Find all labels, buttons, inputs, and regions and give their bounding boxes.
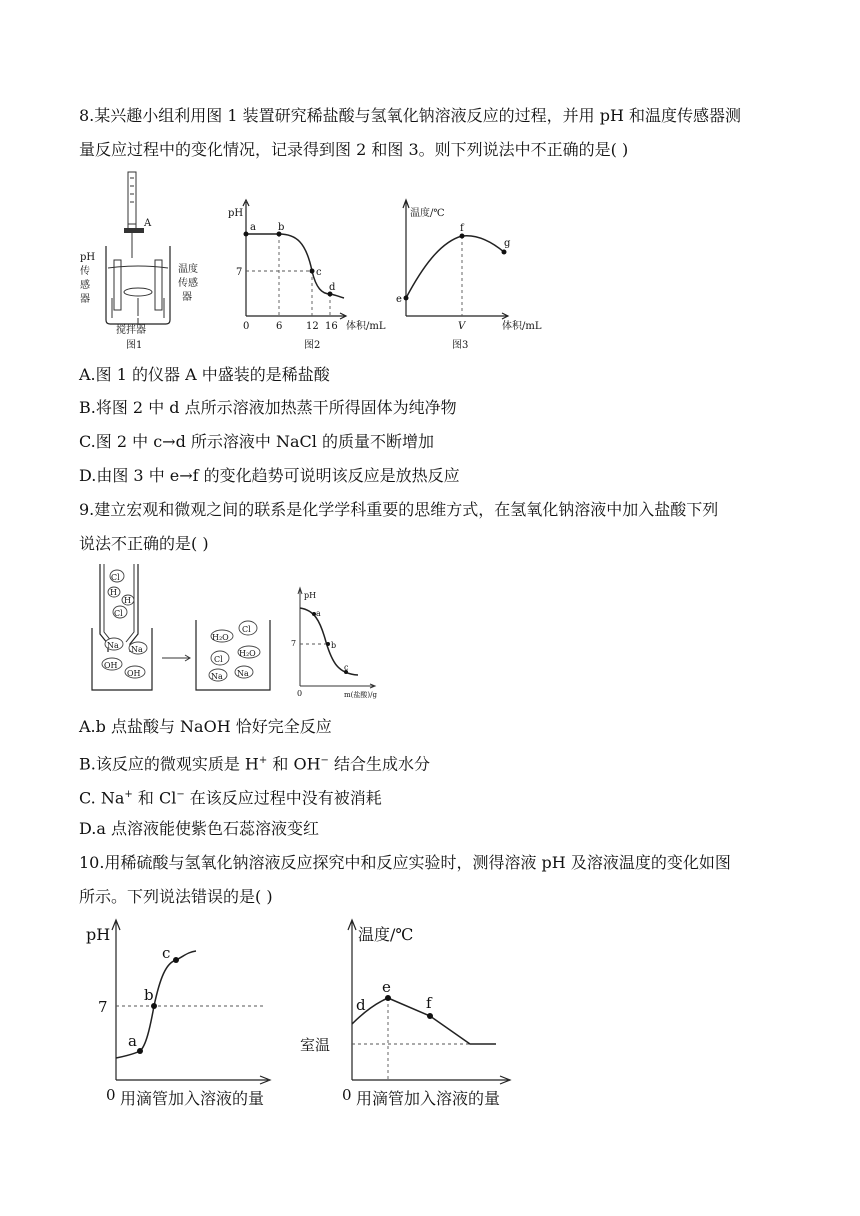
superscript-minus: − xyxy=(320,755,329,766)
q8-fig1-apparatus xyxy=(78,168,218,351)
burette xyxy=(128,172,136,224)
point-c xyxy=(310,269,315,274)
temp-sensor-label-3: 器 xyxy=(182,292,192,303)
label-e: e xyxy=(396,294,402,305)
x-tick-0: 0 xyxy=(243,321,250,332)
q10-ph-graph xyxy=(84,918,294,1114)
q9-option-c-text-3: 在该反应过程中没有被消耗 xyxy=(184,788,382,808)
q9-option-b-text-2: 和 OH xyxy=(267,754,321,774)
ph-sensor-label-1: pH xyxy=(80,252,96,263)
label-f: f xyxy=(426,994,432,1012)
ion-na: Na xyxy=(211,672,223,681)
ion-oh: OH xyxy=(104,661,118,670)
beaker-2-ions xyxy=(209,621,260,681)
beaker-1 xyxy=(92,628,152,690)
q9-ph-graph xyxy=(288,584,388,700)
label-b: b xyxy=(144,986,154,1004)
fig2-caption: 图2 xyxy=(304,340,321,351)
q8-option-d: D.由图 3 中 e→f 的变化趋势可说明该反应是放热反应 xyxy=(79,466,460,485)
fig3-caption: 图3 xyxy=(452,340,469,351)
ion-cl: Cl xyxy=(214,655,223,664)
fig1-caption: 图1 xyxy=(126,340,143,351)
q8-fig2-ph-graph xyxy=(228,196,398,352)
ion-h2o: H₂O xyxy=(212,633,229,642)
point-f xyxy=(460,234,465,239)
y-label: 温度/℃ xyxy=(410,208,445,219)
x-tick-6: 6 xyxy=(276,321,283,332)
point-e xyxy=(404,296,409,301)
q9-stem-line1: 9.建立宏观和微观之间的联系是化学学科重要的思维方式，在氢氧化钠溶液中加入盐酸下列 xyxy=(79,500,719,519)
q9-option-d: D.a 点溶液能使紫色石蕊溶液变红 xyxy=(79,819,319,838)
ion-h: H xyxy=(110,588,117,597)
temp-sensor-label-2: 传感 xyxy=(178,278,198,289)
label-c: c xyxy=(316,267,322,278)
origin: 0 xyxy=(342,1086,352,1104)
label-c: c xyxy=(162,944,171,962)
label-c: c xyxy=(344,663,349,672)
stirrer-label: 搅拌器 xyxy=(116,325,146,336)
q9-option-c xyxy=(79,784,382,809)
q10-temp-graph xyxy=(296,918,532,1114)
temp-curve xyxy=(406,236,504,298)
q8-option-a: A.图 1 的仪器 A 中盛装的是稀盐酸 xyxy=(79,365,330,384)
point-g xyxy=(502,250,507,255)
ion-na: Na xyxy=(107,641,119,650)
ion-cl: Cl xyxy=(242,625,251,634)
ph-sensor-label-4: 器 xyxy=(80,294,90,305)
origin: 0 xyxy=(106,1086,116,1104)
q8-stem-line2: 量反应过程中的变化情况，记录得到图 2 和图 3。则下列说法中不正确的是( ) xyxy=(79,140,629,159)
point-f xyxy=(427,1013,433,1019)
ion-oh: OH xyxy=(127,669,141,678)
q9-micro-diagram xyxy=(88,562,288,698)
point-a xyxy=(137,1048,143,1054)
label-d: d xyxy=(329,282,336,293)
label-a: a xyxy=(250,222,256,233)
q9-option-b xyxy=(79,750,430,775)
q10-stem-line1: 10.用稀硫酸与氢氧化钠溶液反应探究中和反应实验时，测得溶液 pH 及溶液温度的变化如图 xyxy=(79,853,731,872)
q8-stem-line1: 8.某兴趣小组利用图 1 装置研究稀盐酸与氢氧化钠溶液反应的过程，并用 pH 和温度传感器测 xyxy=(79,106,741,125)
label-f: f xyxy=(460,223,464,234)
label-e: e xyxy=(382,978,391,996)
q9-option-b-text-3: 结合生成水分 xyxy=(328,754,431,774)
label-a: a xyxy=(316,609,321,618)
x-label: 体积/mL xyxy=(346,321,386,332)
q8-fig3-temp-graph xyxy=(392,196,562,352)
label-a: A xyxy=(144,218,152,229)
ion-h: H xyxy=(124,596,131,605)
y-tick-7: 7 xyxy=(291,639,297,648)
label-b: b xyxy=(278,222,285,233)
x-tick-12: 12 xyxy=(306,321,319,332)
temp-sensor-label-1: 温度 xyxy=(178,264,198,275)
ph-curve xyxy=(300,608,358,675)
q9-option-b-text-1: B.该反应的微观实质是 H xyxy=(79,754,259,774)
point-c xyxy=(173,957,179,963)
y-label: 温度/℃ xyxy=(358,925,414,944)
beaker-1-ions xyxy=(102,638,147,678)
label-d: d xyxy=(356,996,366,1014)
q10-stem-line2: 所示。下列说法错误的是( ) xyxy=(79,887,273,906)
q8-option-c: C.图 2 中 c→d 所示溶液中 NaCl 的质量不断增加 xyxy=(79,432,434,451)
superscript-plus: + xyxy=(258,755,268,766)
q9-option-c-text-1: C. Na xyxy=(79,788,125,808)
y-label: pH xyxy=(228,208,244,219)
x-label: 用滴管加入溶液的量 xyxy=(356,1089,501,1108)
superscript-plus: + xyxy=(124,789,133,800)
point-b xyxy=(326,642,330,646)
label-b: b xyxy=(331,641,337,650)
y-tick-7: 7 xyxy=(236,267,243,278)
q9-option-a: A.b 点盐酸与 NaOH 恰好完全反应 xyxy=(79,717,332,736)
ion-cl: Cl xyxy=(114,609,123,618)
q9-stem-line2: 说法不正确的是( ) xyxy=(79,534,209,553)
stopcock xyxy=(124,228,144,233)
y-label: pH xyxy=(86,925,111,944)
y-tick-room-temp: 室温 xyxy=(300,1036,331,1054)
x-tick-16: 16 xyxy=(325,321,338,332)
ph-sensor-label-2: 传 xyxy=(80,266,90,277)
ph-sensor-label-3: 感 xyxy=(80,280,90,291)
ion-na: Na xyxy=(131,645,143,654)
ion-cl: Cl xyxy=(111,573,120,582)
ion-h2o: H₂O xyxy=(239,649,256,658)
x-tick-v: V xyxy=(458,321,466,332)
stir-bar xyxy=(124,288,152,296)
q9-option-c-text-2: 和 Cl xyxy=(132,788,177,808)
ion-na: Na xyxy=(237,669,249,678)
temp-curve xyxy=(352,998,496,1044)
superscript-minus: − xyxy=(176,789,185,800)
y-label: pH xyxy=(304,591,317,600)
origin: 0 xyxy=(297,689,303,698)
x-label: 体积/mL xyxy=(502,321,542,332)
label-g: g xyxy=(504,238,511,249)
x-label: 用滴管加入溶液的量 xyxy=(120,1089,265,1108)
x-label: m(盐酸)/g xyxy=(344,691,377,699)
q8-option-b: B.将图 2 中 d 点所示溶液加热蒸干所得固体为纯净物 xyxy=(79,398,457,417)
label-a: a xyxy=(128,1032,137,1050)
y-tick-7: 7 xyxy=(98,998,108,1016)
dropper-ions xyxy=(108,570,134,618)
point-a xyxy=(244,232,249,237)
